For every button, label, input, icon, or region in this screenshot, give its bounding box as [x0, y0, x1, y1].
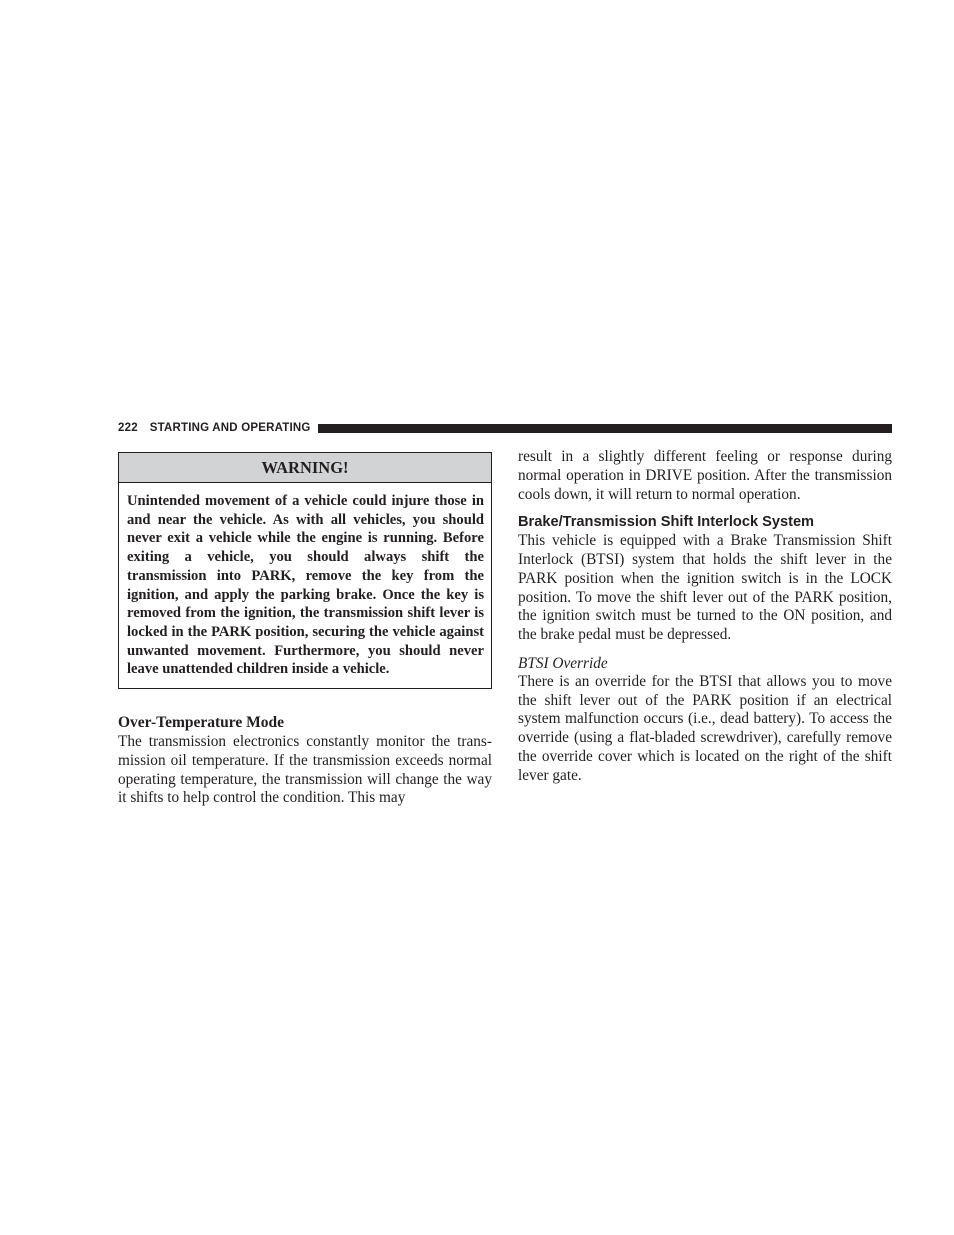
btsi-override-heading: BTSI Override: [518, 654, 608, 672]
page-header: [118, 419, 892, 437]
warning-text: Unintended movement of a vehicle could injure those in and near the vehicle. As with all vehicles, you should never exit a vehicle while the engine is running. Before exiting a vehicle, you should always shift the transmission into PARK, remove the key from the ignition, and apply the parking brake. Once the key is removed from the ignition, the transmission shift lever is locked in the PARK position, securing the vehicle against unwanted movement. Furthermore, you should never leave unattended children inside a vehicle.: [127, 493, 484, 678]
btsi-text: This vehicle is equipped with a Brake Transmission Shift Interlock (BTSI) system that holds the shift lever in the PARK position when the ignition switch is in the LOCK position. To move the shift lever out of the PARK position, the ignition switch must be turned to the ON position, and the brake pedal must be depressed.: [518, 532, 892, 643]
section-title: STARTING AND OPERATING: [149, 422, 311, 434]
btsi-override-text: There is an override for the BTSI that allows you to move the shift lever out of the PARK position if an electrical system malfunction occurs (i.e., dead battery). To access the override (using a flat-bladed screwdriver), carefully remove the override cover which is located on the right of the shift lever gate.: [518, 672, 892, 784]
header-rule: [318, 424, 892, 433]
warning-box: [118, 452, 492, 689]
over-temperature-text-continued: result in a slightly different feeling or response during normal operation in DRIVE position. After the transmission cools down, it will return to normal operation.: [518, 448, 892, 503]
warning-title: WARNING!: [119, 453, 491, 483]
right-column: [518, 448, 892, 785]
page-number: 222: [118, 422, 138, 434]
over-temperature-heading: Over-Temperature Mode: [118, 714, 285, 732]
btsi-heading: Brake/Transmission Shift Interlock System: [518, 514, 815, 531]
over-temperature-text: The transmission electronics constantly monitor the transmission oil temperature. If the transmission exceeds normal operating temperature, the transmission will change the way it shifts to help control the condition. This may: [118, 733, 492, 807]
left-column: [118, 452, 492, 808]
